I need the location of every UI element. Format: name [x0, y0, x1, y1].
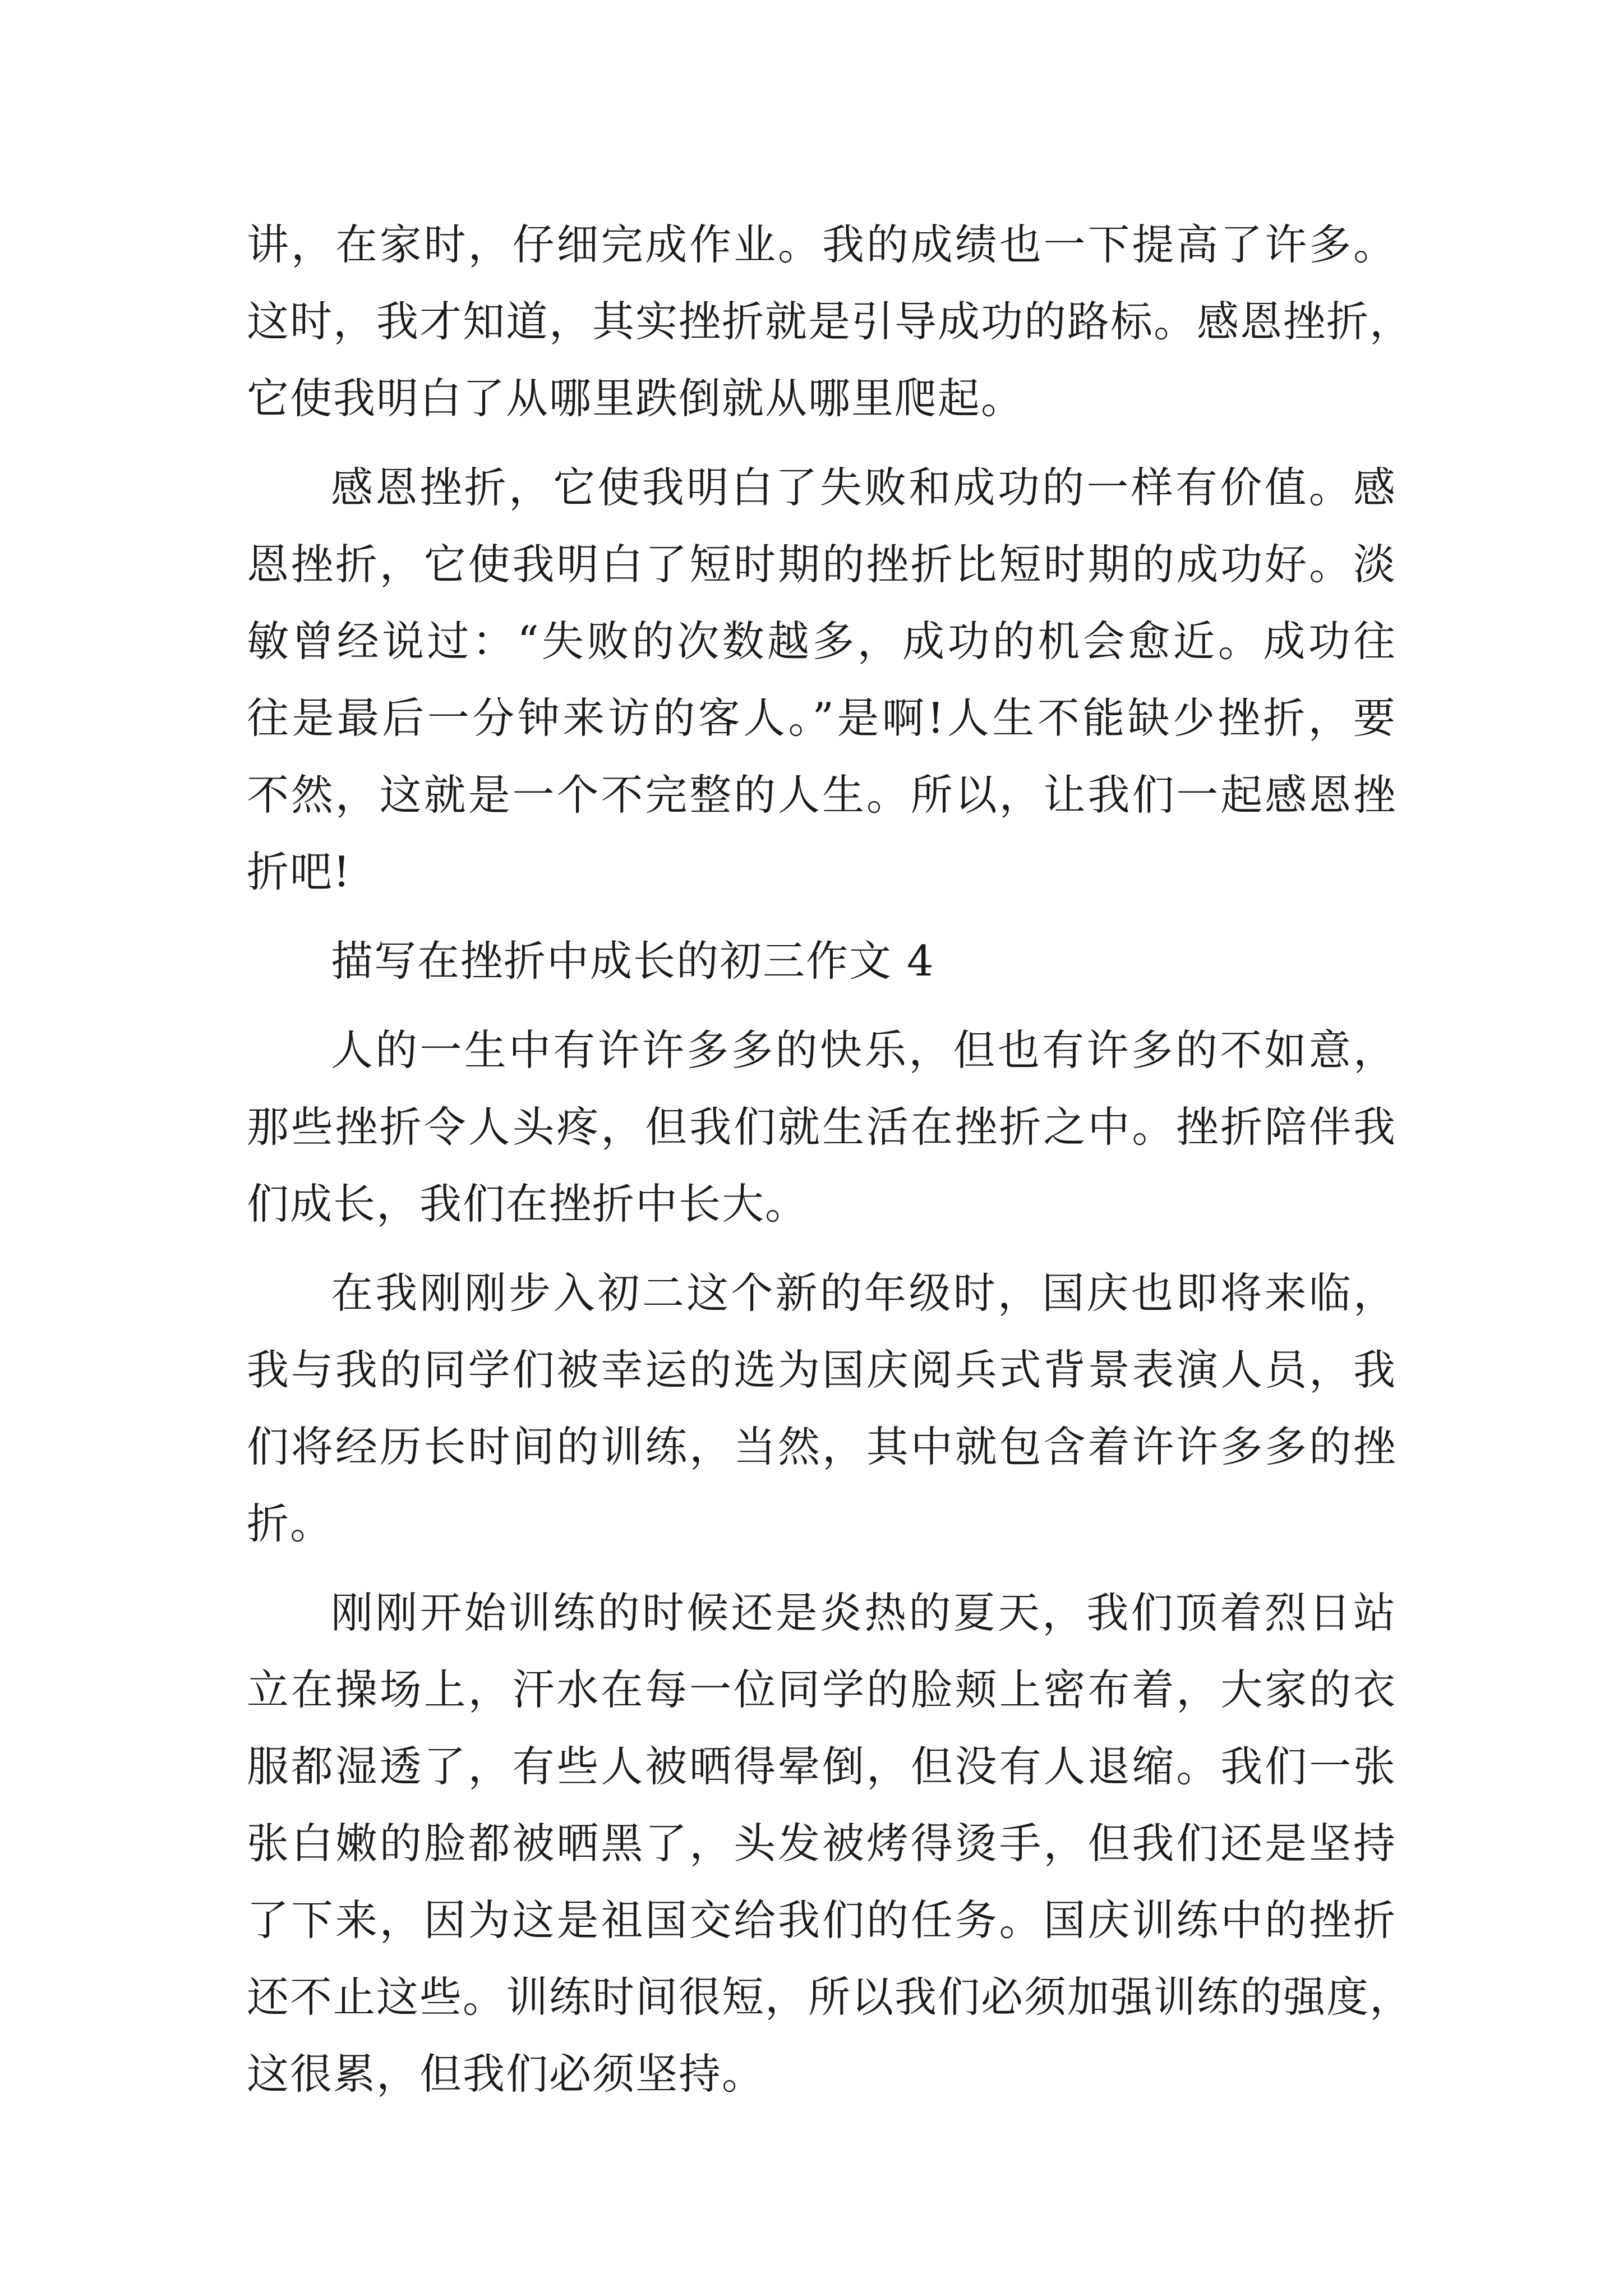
- text-line: 那些挫折令人头疼，但我们就生活在挫折之中。挫折陪伴我: [247, 1102, 1396, 1152]
- text-line: 还不止这些。训练时间很短，所以我们必须加强训练的强度，: [247, 1972, 1413, 2022]
- text-line: 刚刚开始训练的时候还是炎热的夏天，我们顶着烈日站: [331, 1588, 1396, 1637]
- text-line: 服都湿透了，有些人被晒得晕倒，但没有人退缩。我们一张: [247, 1742, 1396, 1791]
- paragraph-p3: [247, 1012, 1396, 1243]
- text-line: 折。: [247, 1499, 334, 1548]
- text-line: 讲，在家时，仔细完成作业。我的成绩也一下提高了许多。: [247, 220, 1396, 269]
- text-line: 这很累，但我们必须坚持。: [247, 2049, 766, 2099]
- text-line: 敏曾经说过：“失败的次数越多，成功的机会愈近。成功往: [247, 616, 1396, 666]
- text-line: 我与我的同学们被幸运的选为国庆阅兵式背景表演人员，我: [247, 1345, 1396, 1395]
- paragraph-p1: [247, 206, 1413, 437]
- paragraph-p4: [247, 1255, 1396, 1562]
- text-line: 们将经历长时间的训练，当然，其中就包含着许许多多的挫: [247, 1422, 1396, 1471]
- text-line: 们成长，我们在挫折中长大。: [247, 1179, 809, 1228]
- paragraph-p5: [247, 1575, 1413, 2113]
- text-line: 张白嫩的脸都被晒黑了，头发被烤得烫手，但我们还是坚持: [247, 1819, 1396, 1868]
- text-line: 感恩挫折，它使我明白了失败和成功的一样有价值。感: [331, 463, 1396, 512]
- text-line: 这时，我才知道，其实挫折就是引导成功的路标。感恩挫折，: [247, 297, 1413, 346]
- document-body: [247, 206, 1413, 2125]
- paragraph-p2: [247, 449, 1396, 910]
- text-line: 它使我明白了从哪里跌倒就从哪里爬起。: [247, 374, 1025, 423]
- text-line: 折吧!: [247, 847, 352, 896]
- text-line: 不然，这就是一个不完整的人生。所以，让我们一起感恩挫: [247, 770, 1396, 820]
- text-line: 了下来，因为这是祖国交给我们的任务。国庆训练中的挫折: [247, 1895, 1396, 1945]
- section-heading: 描写在挫折中成长的初三作文 4: [331, 936, 935, 986]
- text-line: 在我刚刚步入初二这个新的年级时，国庆也即将来临，: [331, 1268, 1396, 1318]
- text-line: 往是最后一分钟来访的客人。”是啊!人生不能缺少挫折，要: [247, 693, 1396, 743]
- text-line: 人的一生中有许许多多的快乐，但也有许多的不如意，: [331, 1025, 1396, 1075]
- text-line: 立在操场上，汗水在每一位同学的脸颊上密布着，大家的衣: [247, 1665, 1396, 1714]
- text-line: 恩挫折，它使我明白了短时期的挫折比短时期的成功好。淡: [247, 540, 1396, 589]
